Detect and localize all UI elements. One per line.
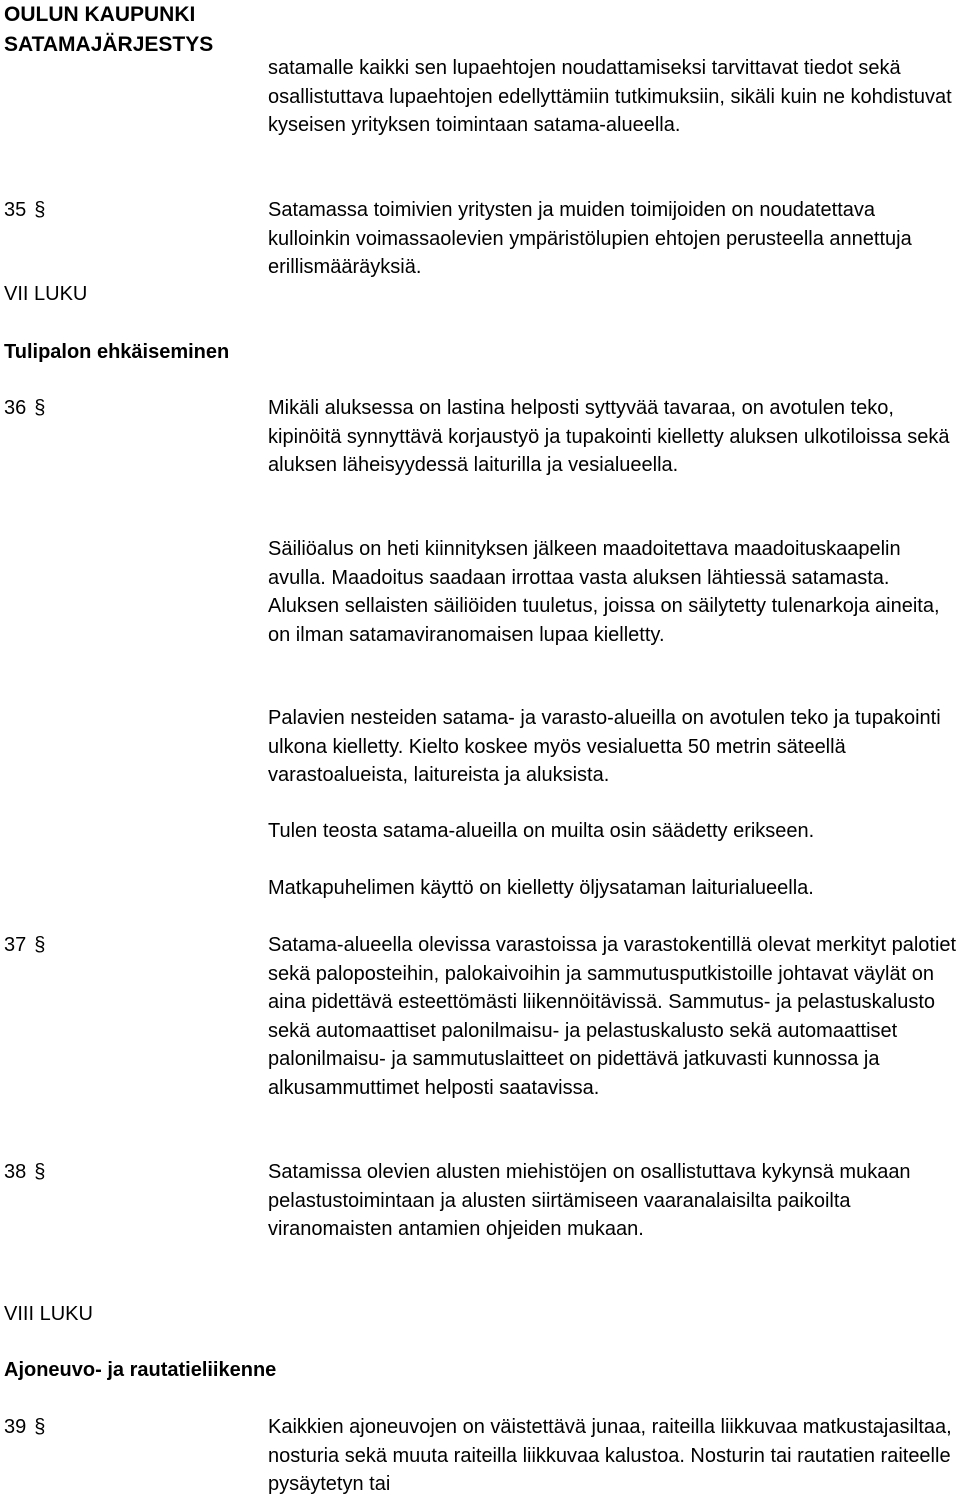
section-35-text: Satamassa toimivien yritysten ja muiden toimijoiden on noudatettava kulloinkin voimassaolevien ympäristölupien ehtojen perusteella annettuja erillismääräyksiä. [268,199,912,278]
section-36-paragraph-2: Säiliöalus on heti kiinnityksen jälkeen maadoitettava maadoituskaapelin avulla. Maadoitus saadaan irrottaa vasta aluksen lähtiessä satamasta. Aluksen sellaisten säiliöiden tuuletus, joissa on säilytetty tulenarkoja aineita, on ilman satamaviranomaisen lupaa kielletty. [268,538,940,646]
chapter-7-title: Tulipalon ehkäiseminen [4,341,230,363]
section-36-label: 36 [4,397,27,419]
section-37-text: Satama-alueella olevissa varastoissa ja varastokentillä olevat merkityt palotiet sekä paloposteihin, palokaivoihin ja sammutusputkistoille johtavat väylät on aina pidettävä esteettömästi liikennöitävissä. Sammutus- ja pelastuskalusto sekä automaattiset palonilmaisu- ja pelastuskalusto sekä automaattiset palonilmaisu- ja sammutuslaitteet on pidettävä jatkuvasti kunnossa ja alkusammuttimet helposti saatavissa. [268,934,957,1099]
header-city: OULUN KAUPUNKI [4,3,196,26]
section-39-number [4,1413,45,1442]
intro-paragraph: satamalle kaikki sen lupaehtojen noudattamiseksi tarvittavat tiedot sekä osallistuttava lupaehtojen edellyttämiin tutkimuksiin, sikäli kuin ne kohdistuvat kyseisen yrityksen toimintaan satama-alueella. [268,57,952,136]
section-36-paragraph-1: Mikäli aluksessa on lastina helposti syttyvää tavaraa, on avotulen teko, kipinöitä synnyttävä korjaustyö ja tupakointi kielletty aluksen ulkotiloissa sekä aluksen läheisyydessä laiturilla ja vesialueella. [268,397,950,476]
header-title: SATAMAJÄRJESTYS [4,33,214,56]
section-38-number [4,1158,45,1187]
section-symbol-icon: § [34,934,46,956]
chapter-7-heading: VII LUKU [4,283,88,305]
document-header [4,0,213,60]
section-symbol-icon: § [34,1161,46,1183]
section-36-number [4,394,45,423]
section-symbol-icon: § [34,397,46,419]
chapter-8-heading: VIII LUKU [4,1303,93,1325]
section-38-label: 38 [4,1161,27,1183]
section-37-number [4,931,45,960]
section-symbol-icon: § [34,199,46,221]
section-36-paragraph-4: Tulen teosta satama-alueilla on muilta osin säädetty erikseen. [268,820,815,842]
section-39-label: 39 [4,1416,27,1438]
section-35-label: 35 [4,199,27,221]
section-39-text: Kaikkien ajoneuvojen on väistettävä junaa, raiteilla liikkuvaa matkustajasiltaa, nosturia sekä muuta raiteilla liikkuvaa kalustoa. Nosturin tai rautatien raiteelle pysäytetyn tai [268,1416,952,1495]
section-36-paragraph-3: Palavien nesteiden satama- ja varasto-alueilla on avotulen teko ja tupakointi ulkona kielletty. Kielto koskee myös vesialuetta 50 metrin säteellä varastoalueista, laitureista ja aluksista. [268,707,941,786]
section-symbol-icon: § [34,1416,46,1438]
section-36-paragraph-5: Matkapuhelimen käyttö on kielletty öljysataman laiturialueella. [268,877,814,899]
chapter-8-title: Ajoneuvo- ja rautatieliikenne [4,1359,277,1381]
section-35-number [4,196,45,225]
section-38-text: Satamissa olevien alusten miehistöjen on osallistuttava kykynsä mukaan pelastustoimintaan ja alusten siirtämiseen vaaranalaisilta paikoilta viranomaisten antamien ohjeiden mukaan. [268,1161,911,1240]
section-37-label: 37 [4,934,27,956]
